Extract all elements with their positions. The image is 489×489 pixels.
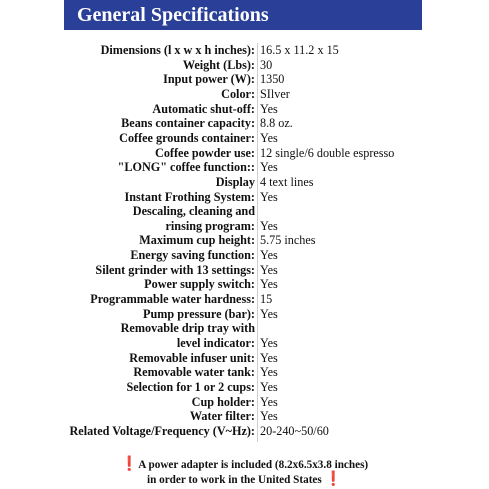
spec-label: rinsing program:: [165, 218, 255, 233]
exclamation-icon: ❗: [324, 472, 342, 487]
spec-label: Beans container capacity:: [121, 116, 255, 131]
note-text-1: A power adapter is included (8.2x6.5x3.8 inches): [138, 459, 369, 471]
spec-value: Yes: [260, 277, 278, 292]
spec-label: Automatic shut-off:: [152, 101, 255, 116]
spec-value: 30: [260, 57, 273, 72]
spec-row: [0, 233, 489, 247]
spec-row: [0, 424, 489, 438]
spec-label: Selection for 1 or 2 cups:: [126, 379, 255, 394]
spec-value: Yes: [260, 306, 278, 321]
spec-row: [0, 336, 489, 350]
spec-value: Yes: [260, 336, 278, 350]
spec-row: [0, 395, 489, 409]
spec-row: [0, 351, 489, 365]
spec-value: SIlver: [260, 86, 290, 101]
spec-value: 1350: [260, 72, 285, 87]
header-bar: [64, 0, 422, 30]
spec-label: Descaling, cleaning and: [132, 204, 255, 219]
spec-label: Energy saving function:: [130, 248, 255, 263]
spec-label: Maximum cup height:: [139, 233, 255, 248]
spec-row: [0, 365, 489, 379]
spec-label: Coffee grounds container:: [119, 130, 255, 145]
spec-row: [0, 380, 489, 394]
spec-row: [0, 160, 489, 174]
spec-row: [0, 292, 489, 306]
spec-label: Cup holder:: [191, 394, 255, 409]
spec-row: [0, 175, 489, 189]
spec-value: 20-240~50/60: [260, 423, 329, 438]
spec-label: Dimensions (l x w x h inches):: [100, 43, 255, 57]
spec-label: Silent grinder with 13 settings:: [95, 262, 255, 277]
spec-label: "LONG" coffee function::: [117, 160, 255, 175]
spec-value: 5.75 inches: [260, 233, 316, 248]
spec-row: [0, 58, 489, 72]
spec-value: Yes: [260, 379, 278, 394]
spec-value: Yes: [260, 394, 278, 409]
spec-row: [0, 146, 489, 160]
power-adapter-note-line-1: [0, 458, 489, 472]
spec-label: Related Voltage/Frequency (V~Hz):: [69, 423, 255, 438]
exclamation-icon: ❗: [120, 457, 139, 472]
spec-label: level indicator:: [176, 336, 255, 350]
spec-value: 16.5 x 11.2 x 15: [260, 43, 339, 57]
spec-row: [0, 409, 489, 423]
spec-value: 12 single/6 double espresso: [260, 145, 395, 160]
page-title: General Specifications: [77, 4, 269, 26]
spec-row: [0, 72, 489, 86]
spec-label: Weight (Lbs):: [182, 57, 255, 72]
spec-label: Power supply switch:: [144, 277, 255, 292]
spec-row: [0, 263, 489, 277]
spec-label: Water filter:: [189, 409, 255, 424]
spec-row: [0, 131, 489, 145]
spec-label: Removable water tank:: [133, 365, 255, 380]
power-adapter-note-line-2: [0, 473, 489, 487]
spec-row: [0, 102, 489, 116]
spec-row: [0, 116, 489, 130]
spec-row: [0, 190, 489, 204]
spec-value: Yes: [260, 262, 278, 277]
spec-row: [0, 43, 489, 57]
spec-label: Programmable water hardness:: [90, 292, 255, 307]
spec-row: [0, 204, 489, 218]
spec-label: Coffee powder use:: [155, 145, 255, 160]
spec-value: Yes: [260, 189, 278, 204]
spec-value: Yes: [260, 101, 278, 116]
spec-value: Yes: [260, 160, 278, 175]
spec-label: Removable infuser unit:: [129, 350, 255, 365]
spec-value: Yes: [260, 350, 278, 365]
spec-label: Input power (W):: [163, 72, 255, 87]
spec-row: [0, 321, 489, 335]
spec-label: Removable drip tray with: [120, 321, 255, 336]
spec-value: 15: [260, 292, 273, 307]
spec-value: Yes: [260, 218, 278, 233]
spec-label: Instant Frothing System:: [124, 189, 255, 204]
spec-value: 4 text lines: [260, 174, 314, 189]
spec-value: Yes: [260, 130, 278, 145]
spec-row: [0, 248, 489, 262]
spec-label: Color:: [221, 86, 255, 101]
spec-value: Yes: [260, 409, 278, 424]
spec-value: Yes: [260, 248, 278, 263]
note-text-2: in order to work in the United States: [147, 474, 322, 486]
spec-row: [0, 277, 489, 291]
spec-label: Pump pressure (bar):: [143, 306, 255, 321]
spec-row: [0, 307, 489, 321]
spec-row: [0, 87, 489, 101]
spec-value: 8.8 oz.: [260, 116, 293, 131]
spec-value: Yes: [260, 365, 278, 380]
spec-label: Display: [215, 174, 255, 189]
spec-row: [0, 219, 489, 233]
